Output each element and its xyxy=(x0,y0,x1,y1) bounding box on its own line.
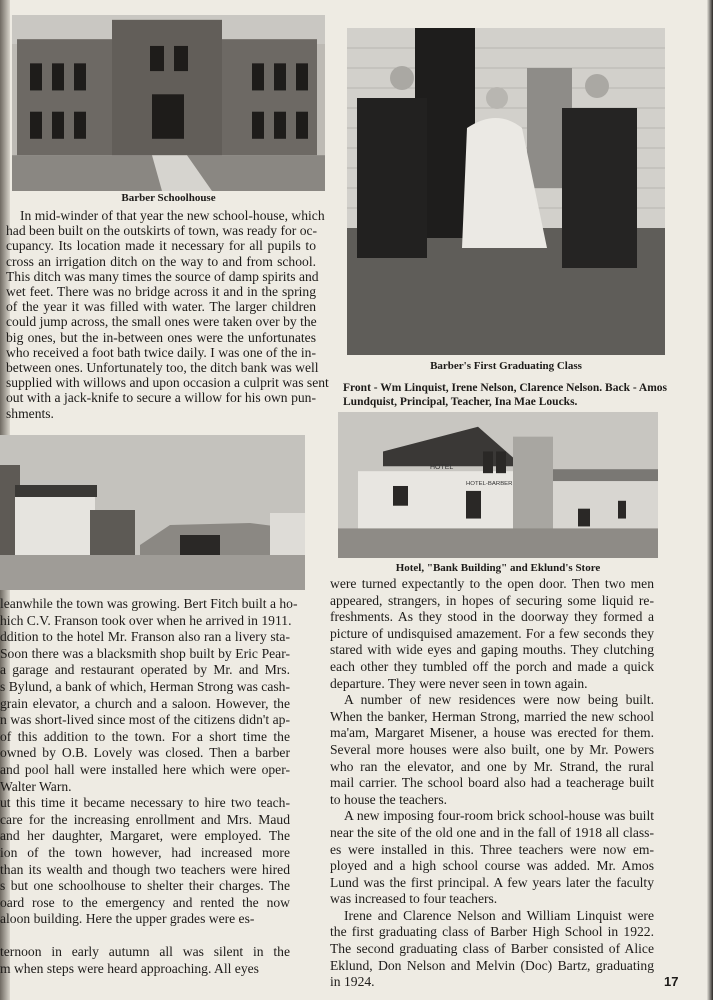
text-line: who ran the elevator, and one by Mr. Strand, the rural xyxy=(330,758,654,774)
text-line: a garage and restaurant operated by Mr. and Mrs. xyxy=(0,662,290,678)
credit-line: Lundquist, Principal, Teacher, Ina Mae Loucks. xyxy=(343,396,578,408)
text-line: ddition to the hotel Mr. Franson also ran a livery sta- xyxy=(0,629,290,645)
text-line: Irene and Clarence Nelson and William Linquist were xyxy=(344,907,654,923)
hotel-sign: HOTEL xyxy=(430,464,454,472)
text-line: A new imposing four-room brick school-house was built xyxy=(344,808,654,824)
photo-town-street xyxy=(0,435,305,590)
text-line: stared with wide eyes and gaping mouths. They clutching xyxy=(330,642,654,658)
text-line: between ones. Unfortunately too, the ditch bank was well xyxy=(6,360,319,376)
text-line: ut this time it became necessary to hire two teach- xyxy=(0,795,290,811)
photo-caption: Hotel, "Bank Building" and Eklund's Store xyxy=(395,562,601,574)
photo-caption: Barber's First Graduating Class xyxy=(430,360,582,372)
photo-caption: Barber Schoolhouse xyxy=(121,192,216,204)
text-line: had been built on the outskirts of town, was ready for oc- xyxy=(6,223,318,239)
text-line: ma'am, Margaret Misener, a house was erected for them. xyxy=(330,725,654,741)
text-line: leanwhile the town was growing. Bert Fitch built a ho- xyxy=(0,596,298,611)
page-number: 17 xyxy=(664,974,679,989)
text-line: who received a foot bath twice daily. I was one of the in- xyxy=(6,344,316,360)
text-line: and pool hall were installed here which were oper- xyxy=(0,761,290,777)
text-line: aloon building. Here the upper grades were es- xyxy=(0,911,255,927)
photo-barber-schoolhouse xyxy=(12,15,325,191)
text-line: owned by O.B. Lovely was closed. Then a barber xyxy=(0,745,290,761)
text-line: hich C.V. Franson took over when he arrived in 1911. xyxy=(0,612,292,628)
text-line: near the site of the old one and in the fall of 1918 all class- xyxy=(330,824,654,840)
text-line: of the year it was filled with water. The larger children xyxy=(6,299,316,315)
text-line: Several more houses were also built, one by Mr. Powers xyxy=(330,741,654,757)
text-line: shments. xyxy=(6,405,54,421)
text-line: of this addition to the town. For a short time the xyxy=(0,728,290,744)
text-line: cupancy. Its location made it necessary for all pupils to xyxy=(6,238,316,254)
text-line: were turned expectantly to the open door. Then two men xyxy=(330,576,654,591)
text-line: big ones, but the in-between ones were the unfortunates xyxy=(6,329,316,345)
text-line: s Bylund, a bank of which, Herman Strong was cash- xyxy=(0,678,290,694)
text-line: departure. They were never seen in town again. xyxy=(330,675,588,691)
text-line: in 1924. xyxy=(330,974,375,990)
text-line: to house the teachers. xyxy=(330,791,448,807)
text-line: n was short-lived since most of the citizens didn't ap- xyxy=(0,712,290,728)
text-line: Eklund, Don Nelson and Melvin (Doc) Bartz, graduating xyxy=(330,957,654,973)
credit-line: Front - Wm Linquist, Irene Nelson, Clarence Nelson. Back - Amos xyxy=(343,382,668,394)
text-line: es were installed in this. Three teachers were now em- xyxy=(330,841,654,857)
text-line: The second graduating class of Barber consisted of Alice xyxy=(330,941,654,957)
photo-hotel-bank-building xyxy=(338,412,658,558)
text-line: oard rose to the emergency and rented the now xyxy=(0,894,290,910)
left-column-text-bottom xyxy=(0,596,298,978)
text-line: out with a jack-knife to secure a willow for his own pun- xyxy=(6,390,316,406)
text-line: freshments. As they stood in the doorway they formed a xyxy=(330,609,654,625)
text-line: than its wealth and though two teachers were hired xyxy=(0,861,290,877)
text-line: grain elevator, a church and a saloon. However, the xyxy=(0,695,290,711)
text-line: This ditch was many times the source of damp spirits and xyxy=(6,268,319,284)
text-line: When the banker, Herman Strong, married the new school xyxy=(330,708,654,724)
hotel-barber-sign: HOTEL-BARBER xyxy=(466,481,513,487)
text-line: mail carrier. The school board also had a teacherage built xyxy=(330,775,654,791)
text-line: supplied with willows and upon occasion a culprit was sent xyxy=(6,375,329,391)
text-line: A number of new residences were now being built. xyxy=(344,692,654,708)
text-line: wet feet. There was no bridge across it and in the spring xyxy=(6,284,316,300)
left-column-text-top xyxy=(6,208,329,421)
text-line: ternoon in early autumn all was silent in the xyxy=(0,944,290,960)
text-line: ion of the town however, had increased more xyxy=(0,844,290,860)
text-line: ployed and a high school course was added. Mr. Amos xyxy=(330,858,654,874)
text-line: was increased to four teachers. xyxy=(330,891,498,907)
text-line: and her daughter, Margaret, were employed. The xyxy=(0,828,290,844)
text-line: the first graduating class of Barber High School in 1922. xyxy=(330,924,654,940)
text-line: appeared, strangers, in hopes of securing some liquid re- xyxy=(330,592,654,608)
text-line: In mid-winder of that year the new school-house, which xyxy=(20,208,325,223)
text-line: Soon there was a blacksmith shop built by Eric Pear- xyxy=(0,645,290,661)
photo-credit xyxy=(343,381,667,409)
text-line: Lund was the first principal. A few years later the faculty xyxy=(330,874,654,890)
text-line: picture of undisquised amazement. For a few seconds they xyxy=(330,625,654,641)
text-line: could jump across, the small ones were taken over by the xyxy=(6,314,317,330)
photo-first-graduating-class xyxy=(347,28,665,355)
text-line: Walter Warn. xyxy=(0,778,72,794)
text-line: s but one schoolhouse to shelter their charges. The xyxy=(0,878,290,894)
text-line: m when steps were heard approaching. All eyes xyxy=(0,961,259,977)
text-line: each other they tumbled off the porch and made a quick xyxy=(330,658,654,674)
text-line: cross an irrigation ditch on the way to and from school. xyxy=(6,253,316,269)
right-column-text xyxy=(330,576,654,991)
page-edge xyxy=(707,0,713,1000)
text-line: care for the increasing enrollment and Mrs. Maud xyxy=(0,811,290,827)
